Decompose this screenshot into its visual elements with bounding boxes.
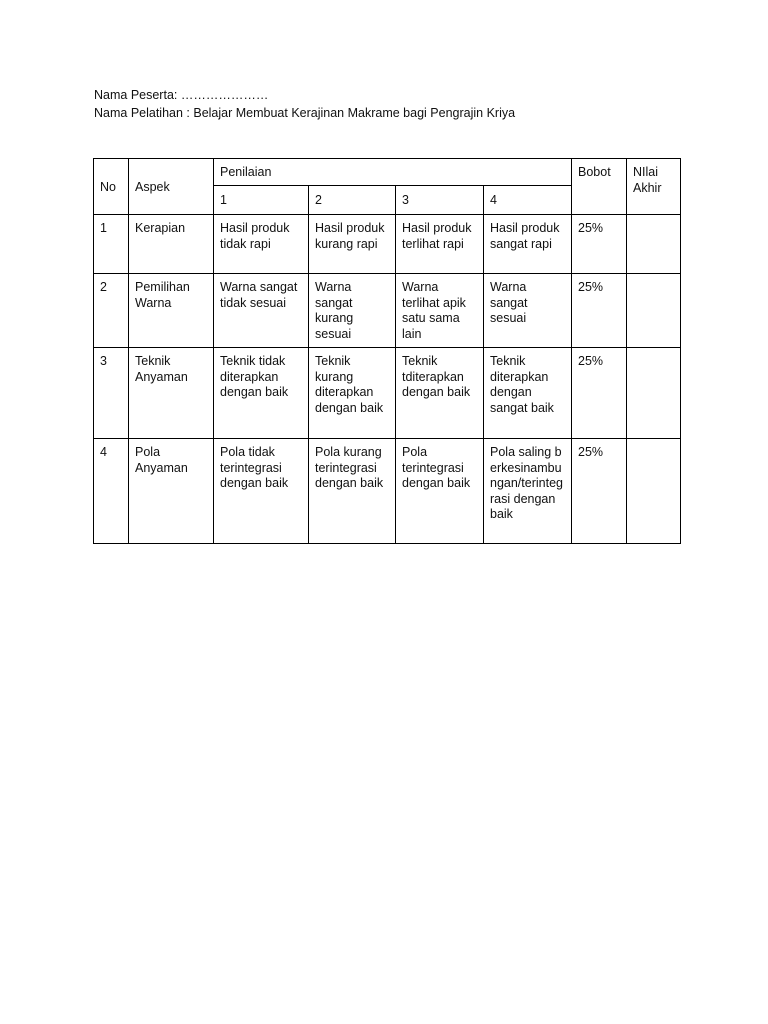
row-nilai-akhir <box>627 439 681 544</box>
row-nilai-akhir <box>627 274 681 348</box>
row-nilai-akhir <box>627 215 681 274</box>
criteria-cell: Warna sangat kurang sesuai <box>309 274 396 348</box>
header-row <box>94 159 681 186</box>
row-aspek: Kerapian <box>129 215 214 274</box>
criteria-cell: Warna sangat tidak sesuai <box>214 274 309 348</box>
score-header-3: 3 <box>396 185 484 215</box>
row-number: 3 <box>94 348 129 439</box>
score-header-2: 2 <box>309 185 396 215</box>
table-row <box>94 348 681 439</box>
criteria-cell: Teknik diterapkan dengan sangat baik <box>484 348 572 439</box>
table-row <box>94 439 681 544</box>
score-header-4: 4 <box>484 185 572 215</box>
criteria-cell: Hasil produk tidak rapi <box>214 215 309 274</box>
score-header-1: 1 <box>214 185 309 215</box>
criteria-cell: Hasil produk kurang rapi <box>309 215 396 274</box>
criteria-cell: Hasil produk sangat rapi <box>484 215 572 274</box>
row-bobot: 25% <box>572 215 627 274</box>
header-no: No <box>94 159 129 215</box>
assessment-rubric-table <box>93 158 681 544</box>
header-bobot: Bobot <box>572 159 627 215</box>
row-aspek: Teknik Anyaman <box>129 348 214 439</box>
row-number: 1 <box>94 215 129 274</box>
training-name-line: Nama Pelatihan : Belajar Membuat Kerajinan Makrame bagi Pengrajin Kriya <box>94 106 516 120</box>
row-aspek: Pemilihan Warna <box>129 274 214 348</box>
table-row <box>94 215 681 274</box>
header-penilaian: Penilaian <box>214 159 572 186</box>
row-bobot: 25% <box>572 274 627 348</box>
criteria-cell: Hasil produk terlihat rapi <box>396 215 484 274</box>
criteria-cell: Pola terintegrasi dengan baik <box>396 439 484 544</box>
row-bobot: 25% <box>572 348 627 439</box>
table-row <box>94 274 681 348</box>
row-number: 4 <box>94 439 129 544</box>
row-aspek: Pola Anyaman <box>129 439 214 544</box>
header-nilai-akhir: NIlai Akhir <box>627 159 681 215</box>
document-header <box>94 86 515 122</box>
row-nilai-akhir <box>627 348 681 439</box>
criteria-cell: Pola kurang terintegrasi dengan baik <box>309 439 396 544</box>
row-bobot: 25% <box>572 439 627 544</box>
criteria-cell: Warna terlihat apik satu sama lain <box>396 274 484 348</box>
criteria-cell: Warna sangat sesuai <box>484 274 572 348</box>
criteria-cell: Teknik kurang diterapkan dengan baik <box>309 348 396 439</box>
participant-name-line: Nama Peserta: ………………… <box>94 88 269 102</box>
row-number: 2 <box>94 274 129 348</box>
criteria-cell: Pola tidak terintegrasi dengan baik <box>214 439 309 544</box>
criteria-cell: Teknik tidak diterapkan dengan baik <box>214 348 309 439</box>
criteria-cell: Pola saling berkesinambungan/terintegrasi dengan baik <box>484 439 572 544</box>
criteria-cell: Teknik tditerapkan dengan baik <box>396 348 484 439</box>
header-aspek: Aspek <box>129 159 214 215</box>
